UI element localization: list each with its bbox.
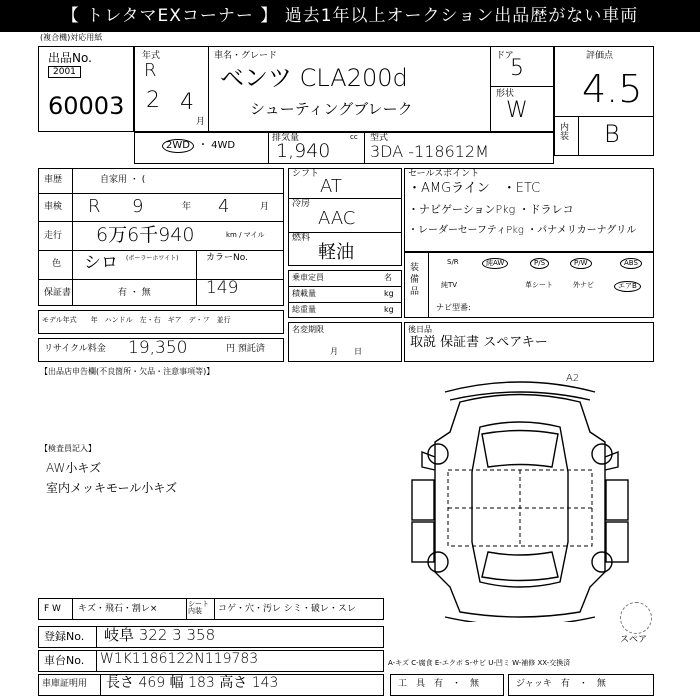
model-label: 型式 — [370, 133, 389, 143]
name-change-label: 名変期限 — [292, 325, 324, 334]
year-label: 年式 — [142, 51, 161, 61]
exhibit-label: 出品No. — [48, 51, 92, 65]
header-banner: 【 トレタマEXコーナー 】 過去1年以上オークション出品歴がない車両 — [0, 0, 700, 32]
exhibit-number: 60003 — [48, 92, 125, 120]
seat-value: コゲ・穴・汚レ シミ・破レ・スレ — [218, 604, 356, 614]
equip-navi: 外ナビ — [573, 281, 594, 289]
inspection-year: 9 — [132, 196, 144, 217]
equip-alloy: 純AW — [482, 258, 508, 269]
interior-value: B — [604, 120, 620, 148]
cert-label: 車庫証明用 — [42, 679, 88, 689]
model-value: 3DA -118612M — [370, 142, 489, 161]
inspection-label: 車検 — [44, 202, 63, 212]
equip-label: 装備品 — [410, 263, 420, 297]
equip-tv: 純TV — [441, 281, 458, 289]
ac-value: AAC — [318, 208, 356, 229]
equip-ps: P/S — [530, 258, 549, 269]
attach-label: 後日品 — [408, 325, 432, 334]
year-month: 4 — [180, 90, 194, 115]
doors-label: ドア — [496, 51, 514, 61]
chassis-value: W1K1186122N119783 — [100, 651, 259, 667]
spare-label: スペア — [620, 635, 648, 645]
capacity-unit: 名 — [384, 273, 392, 282]
equip-sr: S/R — [447, 258, 459, 266]
modelyear-text: モデル年式 年 ハンドル 左・右 ギア デ・フ 並行 — [42, 316, 231, 324]
shift-value: AT — [320, 176, 342, 197]
car-grade: シューティングブレーク — [250, 100, 413, 118]
drive-4wd: ・ 4WD — [198, 140, 236, 151]
reg-value: 岐阜 322 3 358 — [104, 626, 216, 644]
month-unit: 月 — [196, 117, 206, 127]
legend-text: A-キズ C-腐食 E-エクボ S-サビ U-凹ミ W-補修 XX-交換済 — [388, 659, 571, 667]
score-label: 評価点 — [586, 51, 614, 61]
recycle-value: 19,350 — [128, 338, 188, 358]
color-label: 色 — [52, 259, 62, 269]
paper-note: (複合機)対応用紙 — [40, 33, 103, 42]
equip-leather: 革シート — [525, 281, 553, 289]
gross-label: 総重量 — [292, 305, 316, 314]
drive-2wd: 2WD — [162, 139, 194, 153]
inspection-month: 4 — [218, 196, 230, 217]
warranty-value: 有 ・ 無 — [118, 288, 151, 298]
load-label: 積載量 — [292, 289, 316, 298]
inspection-month-unit: 月 — [260, 202, 270, 212]
color-no-label: カラーNo. — [206, 253, 248, 263]
inspector-label: 【検査員記入】 — [40, 444, 96, 453]
history-label: 車歴 — [44, 175, 63, 185]
fuel-value: 軽油 — [318, 242, 354, 263]
mileage-unit: km / マイル — [226, 231, 265, 239]
spare-tire-icon — [620, 602, 652, 634]
year-era: R — [144, 60, 157, 81]
seat-label: シート内装 — [188, 600, 209, 615]
shape-label: 形状 — [496, 89, 515, 99]
sales-line-2: ・ナビゲーションPkg ・ドラレコ — [408, 203, 574, 216]
gross-unit: kg — [384, 305, 394, 314]
navi-model-label: ナビ型番: — [436, 303, 471, 312]
capacity-label: 乗車定員 — [292, 273, 324, 282]
inspector-line-1: AW小キズ — [46, 461, 102, 475]
fw-label: F W — [44, 604, 61, 614]
car-diagram — [400, 372, 640, 622]
color-no-value: 149 — [206, 278, 239, 298]
sales-line-1: ・AMGライン ・ETC — [408, 181, 541, 196]
score-value: 4.5 — [582, 67, 643, 111]
inspector-line-2: 室内メッキモール小キズ — [46, 481, 178, 495]
damage-a2: A2 — [566, 373, 580, 384]
inspection-year-unit: 年 — [182, 202, 192, 212]
notes-label: 【出品店申告欄(不良箇所・欠品・注意事項等)】 — [40, 367, 215, 376]
fuel-label: 燃料 — [292, 233, 311, 243]
stamp-box: 2001 — [48, 66, 81, 78]
equip-abs: ABS — [620, 258, 642, 269]
reg-label: 登録No. — [44, 630, 85, 643]
cert-value: 長さ 469 幅 183 高さ 143 — [106, 675, 279, 691]
color-value: シロ — [84, 253, 118, 273]
mileage-value: 6万6千940 — [96, 224, 195, 246]
interior-label: 内装 — [560, 123, 570, 142]
sales-line-3: ・レーダーセーフティPkg ・パナメリカーナグリル — [408, 225, 637, 236]
recycle-label: リサイクル料金 — [44, 344, 106, 354]
sales-label: セールスポイント — [408, 169, 480, 179]
displacement-value: 1,940 — [276, 140, 331, 162]
displacement-label: 排気量 — [272, 133, 300, 143]
engine-row — [134, 132, 554, 164]
cc-unit: cc — [350, 133, 358, 141]
warranty-label: 保証書 — [44, 288, 72, 298]
attach-value: 取説 保証書 スペアキー — [410, 335, 548, 350]
equip-airbag: エアB — [614, 281, 641, 292]
recycle-unit: 円 預託済 — [226, 344, 265, 354]
equip-pw: P/W — [570, 258, 592, 269]
history-value: 自家用 ・ ( — [100, 175, 146, 185]
load-unit: kg — [384, 289, 394, 298]
fw-value: キズ・飛石・割レ× — [78, 604, 158, 614]
inspection-era: R — [88, 196, 101, 217]
carname-label: 車名・グレード — [214, 51, 278, 61]
year-value: 2 — [146, 88, 160, 113]
ac-label: 冷房 — [292, 199, 311, 209]
mileage-label: 走行 — [44, 231, 63, 241]
doors-value: 5 — [510, 56, 524, 81]
shape-value: W — [506, 98, 528, 123]
shift-label: シフト — [292, 169, 320, 179]
color-note: (ポーラーホワイト) — [126, 255, 179, 262]
car-name: ベンツ CLA200d — [220, 64, 408, 92]
tools-label: 工 具 有 ・ 無 — [398, 679, 480, 689]
jack-label: ジャッキ 有 ・ 無 — [516, 679, 606, 689]
chassis-label: 車台No. — [44, 654, 85, 667]
name-change-unit: 月 日 — [330, 347, 362, 356]
